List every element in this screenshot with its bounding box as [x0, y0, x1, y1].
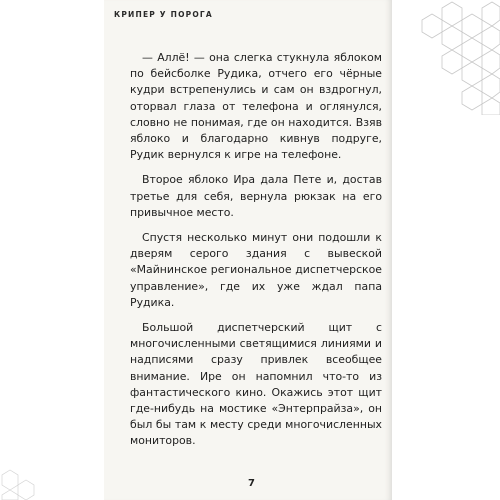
paragraph-2: Второе яблоко Ира дала Пете и, достав третье для себя, вернула рюкзак на его привычное место.	[130, 173, 382, 219]
paragraph-1: — Аллё! — она слегка стукнула яблоком по бейсболке Рудика, отчего его чёрные кудри встрепенулись и сам он вздрогнул, оторвал глаза от телефона и оглянулся, словно не понимая, где он находится. Взяв яблоко и благодарно кивнув подруге, Рудик вернулся к игре на телефоне.	[130, 51, 382, 162]
hexagon-pattern-decoration	[400, 0, 500, 115]
paragraph-3: Спустя несколько минут они подошли к дверям серого здания с вывеской «Майнинское региональное диспетчерское управление», где их уже ждал папа Рудика.	[130, 231, 382, 309]
hexagon-pattern-decoration-bottom	[0, 440, 60, 500]
paragraph-4: Большой диспетчерский щит с многочисленными светящимися линиями и надписями сразу привлек всеобщее внимание. Ире он напомнил что-то из фантастического кино. Окажись этот щит где-нибудь на мостике «Энтерпрайза», он был бы там к месту среди многочисленных мониторов.	[130, 321, 382, 448]
body-text	[130, 50, 382, 459]
page-number: 7	[248, 478, 255, 489]
running-head: КРИПЕР У ПОРОГА	[114, 10, 213, 19]
